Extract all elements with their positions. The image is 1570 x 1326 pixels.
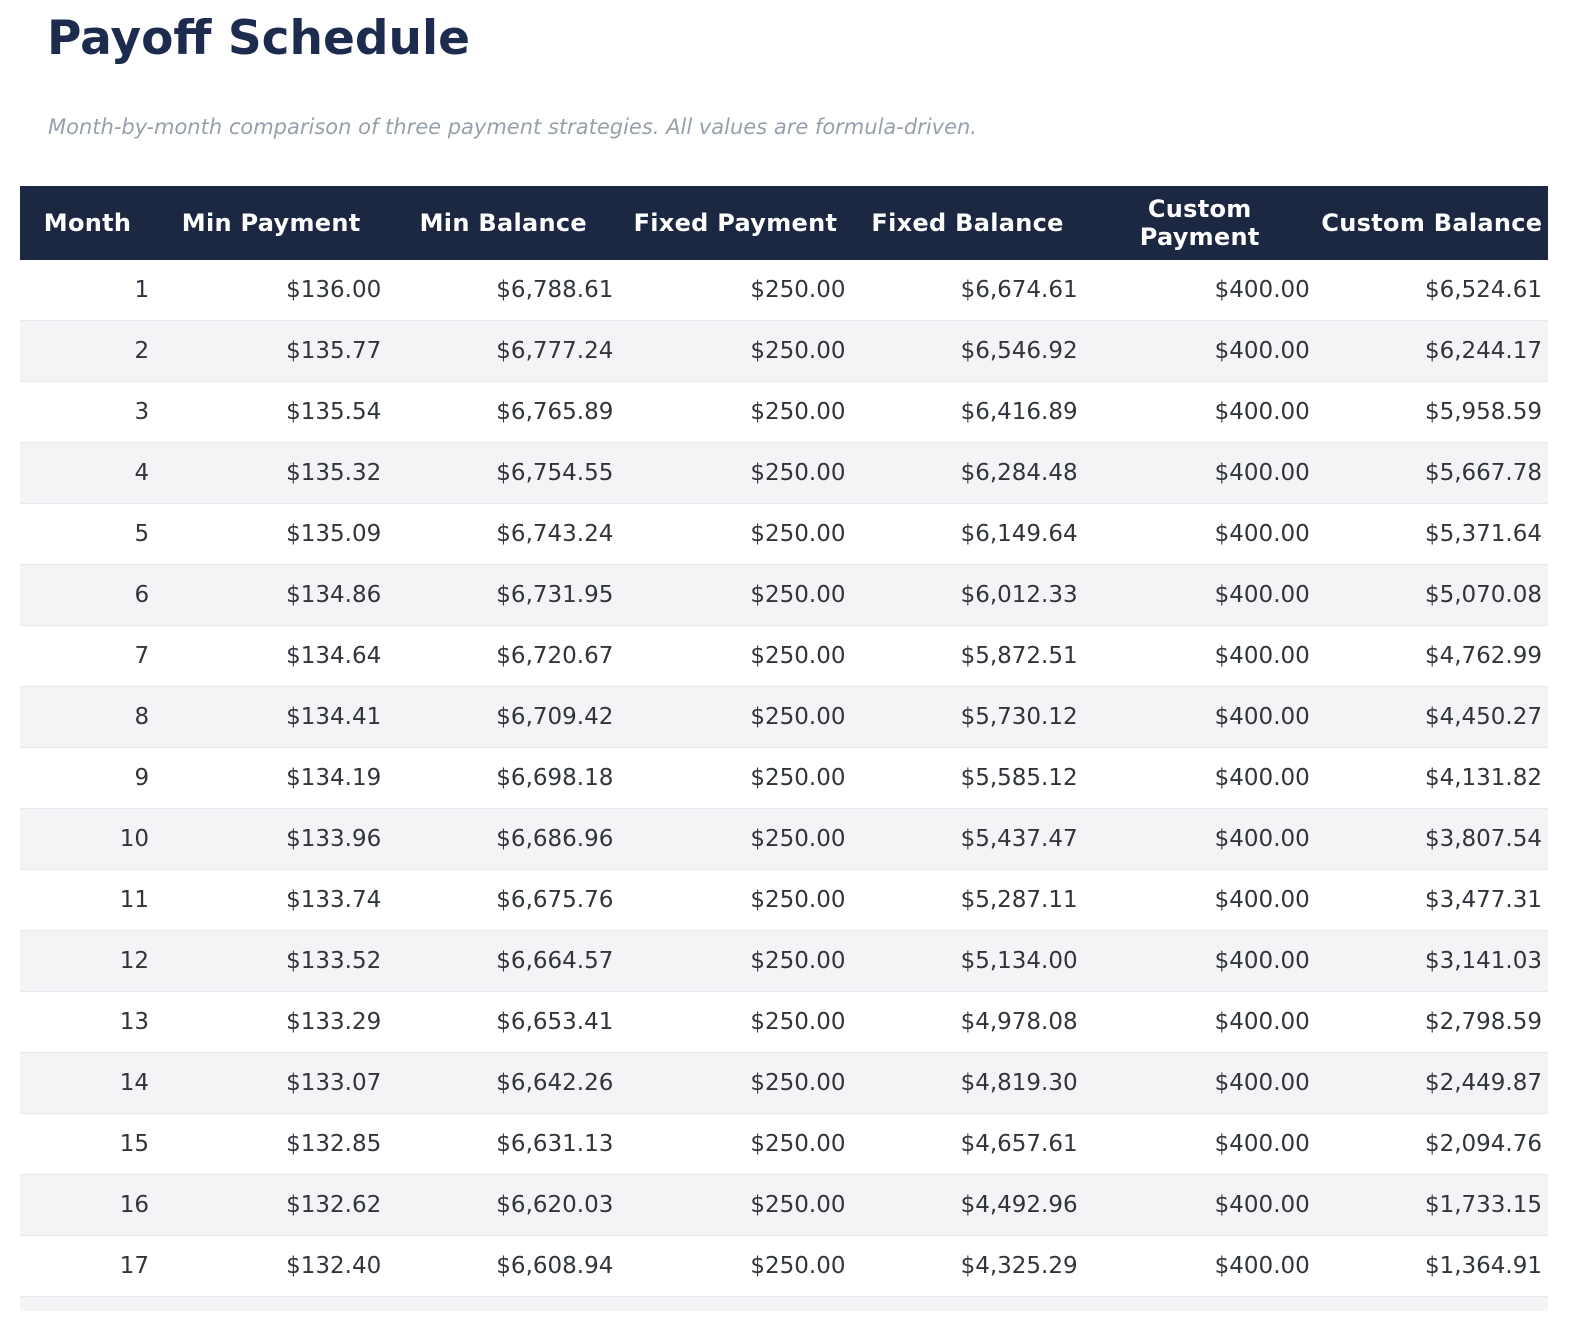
cell-min-payment: $135.32 xyxy=(286,460,382,487)
cell-fixed-balance: $5,287.11 xyxy=(960,887,1078,914)
cell-min-balance: $6,743.24 xyxy=(496,521,614,548)
cell-month: 13 xyxy=(119,1009,150,1036)
cell-fixed-payment: $250.00 xyxy=(750,826,846,853)
table-row xyxy=(20,1236,1548,1297)
cell-fixed-payment: $250.00 xyxy=(750,399,846,426)
cell-month: 1 xyxy=(134,277,150,304)
cell-month: 12 xyxy=(119,948,150,975)
cell-fixed-payment: $250.00 xyxy=(750,643,846,670)
cell-min-payment: $136.00 xyxy=(286,277,382,304)
cell-fixed-balance: $6,284.48 xyxy=(960,460,1078,487)
cell-fixed-balance: $4,978.08 xyxy=(960,1009,1078,1036)
cell-fixed-payment: $250.00 xyxy=(750,460,846,487)
cell-fixed-payment: $250.00 xyxy=(750,1192,846,1219)
cell-custom-balance: $5,958.59 xyxy=(1424,399,1542,426)
cell-month: 14 xyxy=(119,1070,150,1097)
cell-custom-balance: $6,244.17 xyxy=(1424,338,1542,365)
cell-month: 10 xyxy=(119,826,150,853)
cell-month: 3 xyxy=(134,399,150,426)
cell-fixed-payment: $250.00 xyxy=(750,704,846,731)
table-row xyxy=(20,382,1548,443)
cell-custom-payment: $400.00 xyxy=(1214,1253,1310,1280)
cell-custom-balance: $1,364.91 xyxy=(1424,1253,1542,1280)
table-row xyxy=(20,870,1548,931)
cell-custom-balance: $1,733.15 xyxy=(1424,1192,1542,1219)
cell-min-payment: $133.07 xyxy=(286,1070,382,1097)
cell-custom-balance: $2,094.76 xyxy=(1424,1131,1542,1158)
cell-min-balance: $6,765.89 xyxy=(496,399,614,426)
table-row xyxy=(20,748,1548,809)
cell-fixed-payment: $250.00 xyxy=(750,1070,846,1097)
cell-empty xyxy=(1316,1297,1548,1311)
cell-custom-balance: $5,070.08 xyxy=(1424,582,1542,609)
cell-min-payment: $133.52 xyxy=(286,948,382,975)
table-row-partial xyxy=(20,1297,1548,1311)
cell-custom-payment: $400.00 xyxy=(1214,582,1310,609)
table-row xyxy=(20,1175,1548,1236)
cell-fixed-balance: $4,492.96 xyxy=(960,1192,1078,1219)
payoff-schedule-page xyxy=(0,13,1570,1311)
cell-fixed-balance: $4,325.29 xyxy=(960,1253,1078,1280)
table-row xyxy=(20,1053,1548,1114)
cell-fixed-balance: $6,012.33 xyxy=(960,582,1078,609)
cell-min-balance: $6,686.96 xyxy=(496,826,614,853)
cell-custom-payment: $400.00 xyxy=(1214,1009,1310,1036)
cell-empty xyxy=(852,1297,1084,1311)
table-row xyxy=(20,626,1548,687)
table-row xyxy=(20,931,1548,992)
cell-min-payment: $135.77 xyxy=(286,338,382,365)
cell-custom-payment: $400.00 xyxy=(1214,1131,1310,1158)
cell-custom-balance: $2,449.87 xyxy=(1424,1070,1542,1097)
cell-custom-balance: $4,450.27 xyxy=(1424,704,1542,731)
page-title: Payoff Schedule xyxy=(47,11,470,66)
column-header-custom-balance: Custom Balance xyxy=(1316,186,1548,260)
cell-custom-payment: $400.00 xyxy=(1214,521,1310,548)
table-row xyxy=(20,443,1548,504)
table-header xyxy=(20,186,1548,260)
cell-custom-balance: $2,798.59 xyxy=(1424,1009,1542,1036)
cell-empty xyxy=(387,1297,619,1311)
cell-min-payment: $133.96 xyxy=(286,826,382,853)
cell-min-balance: $6,631.13 xyxy=(496,1131,614,1158)
cell-min-payment: $134.64 xyxy=(286,643,382,670)
cell-min-payment: $134.41 xyxy=(286,704,382,731)
cell-custom-balance: $5,667.78 xyxy=(1424,460,1542,487)
cell-min-payment: $134.86 xyxy=(286,582,382,609)
column-header-fixed-balance: Fixed Balance xyxy=(852,186,1084,260)
cell-fixed-payment: $250.00 xyxy=(750,521,846,548)
cell-fixed-balance: $4,819.30 xyxy=(960,1070,1078,1097)
cell-custom-balance: $4,762.99 xyxy=(1424,643,1542,670)
cell-custom-payment: $400.00 xyxy=(1214,643,1310,670)
cell-empty xyxy=(619,1297,851,1311)
table-row xyxy=(20,1114,1548,1175)
cell-custom-payment: $400.00 xyxy=(1214,460,1310,487)
cell-month: 17 xyxy=(119,1253,150,1280)
cell-fixed-payment: $250.00 xyxy=(750,277,846,304)
cell-min-balance: $6,720.67 xyxy=(496,643,614,670)
cell-fixed-payment: $250.00 xyxy=(750,887,846,914)
cell-month: 4 xyxy=(134,460,150,487)
cell-month: 6 xyxy=(134,582,150,609)
cell-fixed-balance: $6,416.89 xyxy=(960,399,1078,426)
cell-fixed-balance: $6,149.64 xyxy=(960,521,1078,548)
cell-empty xyxy=(1084,1297,1316,1311)
cell-month: 5 xyxy=(134,521,150,548)
table-body xyxy=(20,260,1548,1311)
cell-empty xyxy=(20,1297,155,1311)
cell-min-payment: $133.74 xyxy=(286,887,382,914)
cell-month: 2 xyxy=(134,338,150,365)
cell-min-balance: $6,777.24 xyxy=(496,338,614,365)
cell-min-payment: $134.19 xyxy=(286,765,382,792)
cell-fixed-balance: $6,674.61 xyxy=(960,277,1078,304)
cell-min-balance: $6,731.95 xyxy=(496,582,614,609)
cell-fixed-payment: $250.00 xyxy=(750,1009,846,1036)
column-header-min-payment: Min Payment xyxy=(155,186,387,260)
cell-min-balance: $6,675.76 xyxy=(496,887,614,914)
cell-custom-payment: $400.00 xyxy=(1214,1070,1310,1097)
cell-custom-balance: $4,131.82 xyxy=(1424,765,1542,792)
cell-month: 7 xyxy=(134,643,150,670)
column-header-fixed-payment: Fixed Payment xyxy=(619,186,851,260)
cell-fixed-payment: $250.00 xyxy=(750,765,846,792)
table-row xyxy=(20,260,1548,321)
cell-fixed-payment: $250.00 xyxy=(750,338,846,365)
cell-min-payment: $132.85 xyxy=(286,1131,382,1158)
cell-custom-payment: $400.00 xyxy=(1214,948,1310,975)
cell-empty xyxy=(155,1297,387,1311)
cell-min-payment: $132.40 xyxy=(286,1253,382,1280)
cell-fixed-payment: $250.00 xyxy=(750,1253,846,1280)
cell-fixed-balance: $4,657.61 xyxy=(960,1131,1078,1158)
cell-fixed-payment: $250.00 xyxy=(750,948,846,975)
table-row xyxy=(20,321,1548,382)
cell-custom-balance: $5,371.64 xyxy=(1424,521,1542,548)
cell-custom-payment: $400.00 xyxy=(1214,704,1310,731)
cell-fixed-payment: $250.00 xyxy=(750,582,846,609)
page-subtitle: Month-by-month comparison of three payment strategies. All values are formula-driven. xyxy=(48,114,977,139)
payoff-schedule-table xyxy=(20,186,1548,1311)
cell-month: 15 xyxy=(119,1131,150,1158)
table-row xyxy=(20,565,1548,626)
cell-min-balance: $6,754.55 xyxy=(496,460,614,487)
column-header-min-balance: Min Balance xyxy=(387,186,619,260)
table-row xyxy=(20,504,1548,565)
cell-month: 11 xyxy=(119,887,150,914)
cell-month: 16 xyxy=(119,1192,150,1219)
column-header-custom-payment: Custom Payment xyxy=(1084,186,1316,260)
cell-min-payment: $132.62 xyxy=(286,1192,382,1219)
cell-min-balance: $6,698.18 xyxy=(496,765,614,792)
table-header-row xyxy=(20,186,1548,260)
cell-custom-balance: $3,807.54 xyxy=(1424,826,1542,853)
cell-min-balance: $6,664.57 xyxy=(496,948,614,975)
cell-min-balance: $6,653.41 xyxy=(496,1009,614,1036)
cell-min-balance: $6,709.42 xyxy=(496,704,614,731)
cell-min-balance: $6,788.61 xyxy=(496,277,614,304)
cell-fixed-balance: $6,546.92 xyxy=(960,338,1078,365)
cell-min-payment: $135.09 xyxy=(286,521,382,548)
cell-custom-balance: $3,477.31 xyxy=(1424,887,1542,914)
cell-min-balance: $6,620.03 xyxy=(496,1192,614,1219)
cell-month: 8 xyxy=(134,704,150,731)
cell-month: 9 xyxy=(134,765,150,792)
cell-custom-payment: $400.00 xyxy=(1214,765,1310,792)
cell-custom-payment: $400.00 xyxy=(1214,338,1310,365)
table-row xyxy=(20,687,1548,748)
cell-custom-payment: $400.00 xyxy=(1214,887,1310,914)
cell-min-payment: $133.29 xyxy=(286,1009,382,1036)
column-header-month: Month xyxy=(20,186,155,260)
cell-fixed-balance: $5,134.00 xyxy=(960,948,1078,975)
cell-min-balance: $6,642.26 xyxy=(496,1070,614,1097)
cell-min-balance: $6,608.94 xyxy=(496,1253,614,1280)
cell-fixed-balance: $5,730.12 xyxy=(960,704,1078,731)
cell-fixed-balance: $5,437.47 xyxy=(960,826,1078,853)
cell-custom-payment: $400.00 xyxy=(1214,277,1310,304)
cell-custom-payment: $400.00 xyxy=(1214,1192,1310,1219)
cell-custom-payment: $400.00 xyxy=(1214,399,1310,426)
cell-custom-balance: $6,524.61 xyxy=(1424,277,1542,304)
cell-min-payment: $135.54 xyxy=(286,399,382,426)
cell-custom-balance: $3,141.03 xyxy=(1424,948,1542,975)
cell-fixed-payment: $250.00 xyxy=(750,1131,846,1158)
cell-fixed-balance: $5,872.51 xyxy=(960,643,1078,670)
cell-custom-payment: $400.00 xyxy=(1214,826,1310,853)
table-row xyxy=(20,809,1548,870)
table-row xyxy=(20,992,1548,1053)
cell-fixed-balance: $5,585.12 xyxy=(960,765,1078,792)
